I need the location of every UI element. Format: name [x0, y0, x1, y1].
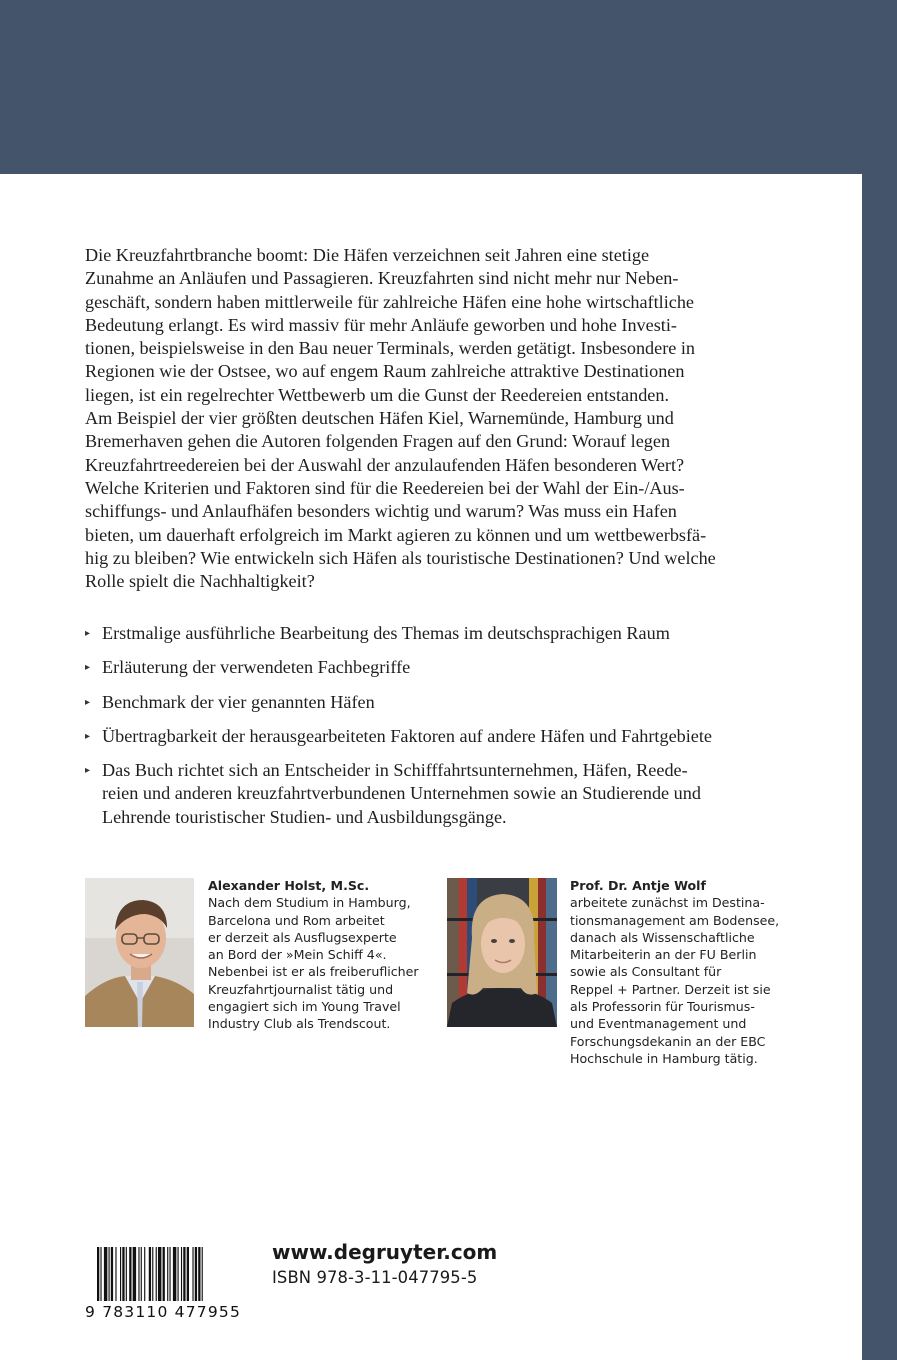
barcode-bar — [100, 1247, 101, 1301]
feature-text: Erläuterung der verwendeten Fachbegriffe — [102, 657, 411, 678]
barcode-bar — [120, 1247, 121, 1301]
barcode-bar — [178, 1247, 179, 1301]
feature-item — [85, 725, 815, 748]
barcode-bar — [149, 1247, 151, 1301]
blurb-line: bieten, um dauerhaft erfolgreich im Markt agieren zu können und um wettbewerbsfä- — [85, 524, 707, 545]
author-bio-text: arbeitete zunächst im Destina- tionsmanagement am Bodensee, danach als Wissenschaftliche Mitarbeiterin an der FU Berlin sowie als Consultant für Reppel + Partner. Derzeit ist sie als Professorin für Tourismus- und Eventmanagement und Forschungsdekanin an der EBC Hochschule in Hamburg tätig. — [570, 895, 780, 1066]
blurb-line: tionen, beispielsweise in den Bau neuer Terminals, werden getätigt. Insbesondere in — [85, 338, 696, 359]
blurb-line: Bedeutung erlangt. Es wird massiv für mehr Anläufe geworben und hohe Investi- — [85, 314, 677, 335]
blurb-line: Bremerhaven gehen die Autoren folgenden Fragen auf den Grund: Worauf legen — [85, 431, 671, 452]
barcode-bar — [173, 1247, 176, 1301]
feature-item — [85, 622, 815, 645]
barcode-bar — [104, 1247, 107, 1301]
feature-text: Erstmalige ausführliche Bearbeitung des Themas im deutschsprachigen Raum — [102, 623, 670, 643]
barcode-bar — [97, 1247, 99, 1301]
blurb-line: geschäft, sondern haben mittlerweile für zahlreiche Häfen eine hohe wirtschaftliche — [85, 291, 695, 312]
blurb-line: schiffungs- und Anlaufhäfen besonders wichtig und warum? Was muss ein Hafen — [85, 501, 677, 522]
isbn-barcode — [85, 1243, 245, 1323]
barcode-bar — [111, 1247, 113, 1301]
barcode-bar — [122, 1247, 124, 1301]
barcode-bar — [115, 1247, 116, 1301]
barcode-bar — [141, 1247, 142, 1301]
barcode-bar — [187, 1247, 189, 1301]
triangle-bullet-icon: ▸ — [85, 730, 91, 742]
blurb-line: hig zu bleiben? Wie entwickeln sich Häfen als touristische Destinationen? Und welche — [85, 547, 716, 568]
barcode-bar — [167, 1247, 168, 1301]
barcode-digits: 9 783110 477955 — [85, 1303, 242, 1321]
feature-text: Benchmark der vier genannten Häfen — [102, 691, 375, 712]
feature-list — [85, 622, 815, 840]
author-name: Alexander Holst, M.Sc. — [208, 878, 370, 893]
barcode-bar — [144, 1247, 145, 1301]
feature-item — [85, 691, 815, 714]
barcode-bar — [152, 1247, 153, 1301]
author-bio-holst — [208, 877, 438, 1033]
barcode-bar — [138, 1247, 139, 1301]
barcode-bar — [192, 1247, 193, 1301]
blurb-line: Am Beispiel der vier größten deutschen Häfen Kiel, Warnemünde, Hamburg und — [85, 408, 674, 429]
isbn-number: ISBN 978-3-11-047795-5 — [272, 1268, 478, 1287]
barcode-icon — [85, 1243, 245, 1303]
triangle-bullet-icon: ▸ — [85, 628, 91, 639]
feature-item — [85, 759, 815, 829]
barcode-bar — [109, 1247, 110, 1301]
barcode-bar — [126, 1247, 127, 1301]
barcode-bar — [163, 1247, 165, 1301]
blurb-line: Zunahme an Anläufen und Passagieren. Kreuzfahrten sind nicht mehr nur Neben- — [85, 268, 679, 289]
blurb-line: Regionen wie der Ostsee, wo auf engem Raum zahlreiche attraktive Destinationen — [85, 361, 685, 382]
barcode-bar — [181, 1247, 182, 1301]
author-bio-wolf — [570, 877, 810, 1067]
triangle-bullet-icon: ▸ — [85, 662, 91, 674]
blurb-line: Welche Kriterien und Faktoren sind für die Reedereien bei der Wahl der Ein-/Aus- — [85, 477, 685, 498]
portrait-woman-icon — [447, 878, 557, 1027]
blurb-line: Die Kreuzfahrtbranche boomt: Die Häfen verzeichnen seit Jahren eine stetige — [85, 245, 650, 265]
author-name: Prof. Dr. Antje Wolf — [570, 878, 706, 893]
author-photo-holst — [85, 878, 194, 1027]
blurb-line: liegen, ist ein regelrechter Wettbewerb um die Gunst der Reedereien entstanden. — [85, 384, 670, 405]
portrait-man-icon — [85, 878, 194, 1027]
barcode-bar — [156, 1247, 157, 1301]
barcode-bar — [202, 1247, 203, 1301]
author-bio-text: Nach dem Studium in Hamburg, Barcelona und Rom arbeitet er derzeit als Ausflugsexperte an Bord der »Mein Schiff 4«. Nebenbei ist er als freiberuflicher Kreuzfahrtjournalist tätig und engagiert sich im Young Travel Industry Club als Trendscout. — [208, 895, 419, 1032]
feature-item — [85, 656, 815, 679]
barcode-bar — [195, 1247, 197, 1301]
barcode-bar — [183, 1247, 185, 1301]
feature-text: Übertragbarkeit der herausgearbeiteten Faktoren auf andere Häfen und Fahrtgebiete — [102, 725, 713, 746]
blurb-paragraph — [85, 244, 785, 593]
barcode-bar — [198, 1247, 200, 1301]
barcode-bar — [169, 1247, 170, 1301]
barcode-bar — [129, 1247, 131, 1301]
barcode-bar — [133, 1247, 136, 1301]
barcode-bar — [158, 1247, 161, 1301]
author-photo-wolf — [447, 878, 557, 1027]
blurb-line: Kreuzfahrtreedereien bei der Auswahl der anzulaufenden Häfen besonderen Wert? — [85, 454, 685, 475]
feature-text: Das Buch richtet sich an Entscheider in Schifffahrtsunternehmen, Häfen, Reede- reien und anderen kreuzfahrtverbundenen Unternehmen sowie an Studierende und Lehrende touristischer Studien- und Ausbildungsgänge. — [102, 760, 701, 827]
publisher-website[interactable]: www.degruyter.com — [272, 1240, 498, 1264]
triangle-bullet-icon: ▸ — [85, 765, 91, 777]
blurb-line: Rolle spielt die Nachhaltigkeit? — [85, 571, 315, 592]
triangle-bullet-icon: ▸ — [85, 696, 91, 708]
